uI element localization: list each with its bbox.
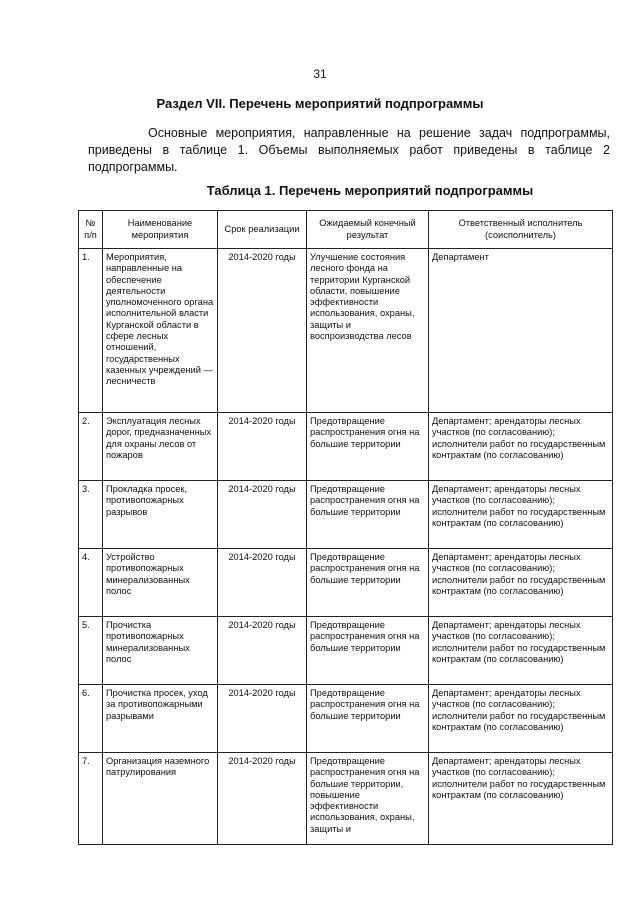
measures-table: [78, 210, 613, 845]
cell-result: Предотвращение распространения огня на большие территории: [307, 685, 429, 753]
cell-result: Предотвращение распространения огня на большие территории: [307, 617, 429, 685]
cell-result: Предотвращение распространения огня на большие территории: [307, 481, 429, 549]
table-row: [79, 685, 613, 753]
table-title: Таблица 1. Перечень мероприятий подпрограммы: [206, 183, 534, 198]
header-period: Срок реализации: [218, 211, 307, 249]
table-row: [79, 549, 613, 617]
cell-number: 1.: [79, 249, 103, 413]
cell-name: Прочистка противопожарных минерализованных полос: [103, 617, 218, 685]
header-result: Ожидаемый конечный результат: [307, 211, 429, 249]
cell-name: Устройство противопожарных минерализованных полос: [103, 549, 218, 617]
header-name: Наименование мероприятия: [103, 211, 218, 249]
cell-period: 2014-2020 годы: [218, 617, 307, 685]
table-header-row: [79, 211, 613, 249]
cell-executor: Департамент; арендаторы лесных участков (по согласованию); исполнители работ по государственным контрактам (по согласованию): [429, 685, 613, 753]
cell-number: 2.: [79, 413, 103, 481]
cell-period: 2014-2020 годы: [218, 413, 307, 481]
table-row: [79, 249, 613, 413]
cell-number: 6.: [79, 685, 103, 753]
cell-name: Мероприятия, направленные на обеспечение деятельности уполномоченного органа исполнительной власти Курганской области в сфере лесных отношений, государственных казенных учреждений — лесничеств: [103, 249, 218, 413]
cell-number: 7.: [79, 753, 103, 845]
cell-executor: Департамент; арендаторы лесных участков (по согласованию); исполнители работ по государственным контрактам (по согласованию): [429, 753, 613, 845]
cell-period: 2014-2020 годы: [218, 549, 307, 617]
cell-result: Предотвращение распространения огня на большие территории: [307, 549, 429, 617]
cell-result: Предотвращение распространения огня на большие территории: [307, 413, 429, 481]
cell-period: 2014-2020 годы: [218, 753, 307, 845]
header-number: № п/п: [79, 211, 103, 249]
cell-number: 5.: [79, 617, 103, 685]
cell-name: Прочистка просек, уход за противопожарными разрывами: [103, 685, 218, 753]
table-row: [79, 617, 613, 685]
cell-period: 2014-2020 годы: [218, 481, 307, 549]
cell-period: 2014-2020 годы: [218, 249, 307, 413]
cell-name: Организация наземного патрулирования: [103, 753, 218, 845]
intro-text: Основные мероприятия, направленные на решение задач подпрограммы, приведены в таблице 1. Объемы выполняемых работ приведены в таблице 2 подпрограммы.: [88, 126, 610, 174]
page-number: 31: [313, 67, 327, 81]
table-row: [79, 481, 613, 549]
header-executor: Ответственный исполнитель (соисполнитель): [429, 211, 613, 249]
cell-executor: Департамент; арендаторы лесных участков (по согласованию); исполнители работ по государственным контрактам (по согласованию): [429, 481, 613, 549]
cell-name: Прокладка просек, противопожарных разрывов: [103, 481, 218, 549]
cell-number: 3.: [79, 481, 103, 549]
table-row: [79, 753, 613, 845]
cell-number: 4.: [79, 549, 103, 617]
intro-paragraph: [88, 125, 610, 176]
section-title: Раздел VII. Перечень мероприятий подпрограммы: [156, 96, 484, 111]
cell-executor: Департамент; арендаторы лесных участков (по согласованию); исполнители работ по государственным контрактам (по согласованию): [429, 549, 613, 617]
table-row: [79, 413, 613, 481]
cell-executor: Департамент; арендаторы лесных участков (по согласованию); исполнители работ по государственным контрактам (по согласованию): [429, 413, 613, 481]
cell-period: 2014-2020 годы: [218, 685, 307, 753]
cell-name: Эксплуатация лесных дорог, предназначенных для охраны лесов от пожаров: [103, 413, 218, 481]
cell-executor: Департамент; арендаторы лесных участков (по согласованию); исполнители работ по государственным контрактам (по согласованию): [429, 617, 613, 685]
cell-executor: Департамент: [429, 249, 613, 413]
cell-result: Предотвращение распространения огня на большие территории, повышение эффективности использования, охраны, защиты и: [307, 753, 429, 845]
cell-result: Улучшение состояния лесного фонда на территории Курганской области, повышение эффективности использования, охраны, защиты и воспроизводства лесов: [307, 249, 429, 413]
